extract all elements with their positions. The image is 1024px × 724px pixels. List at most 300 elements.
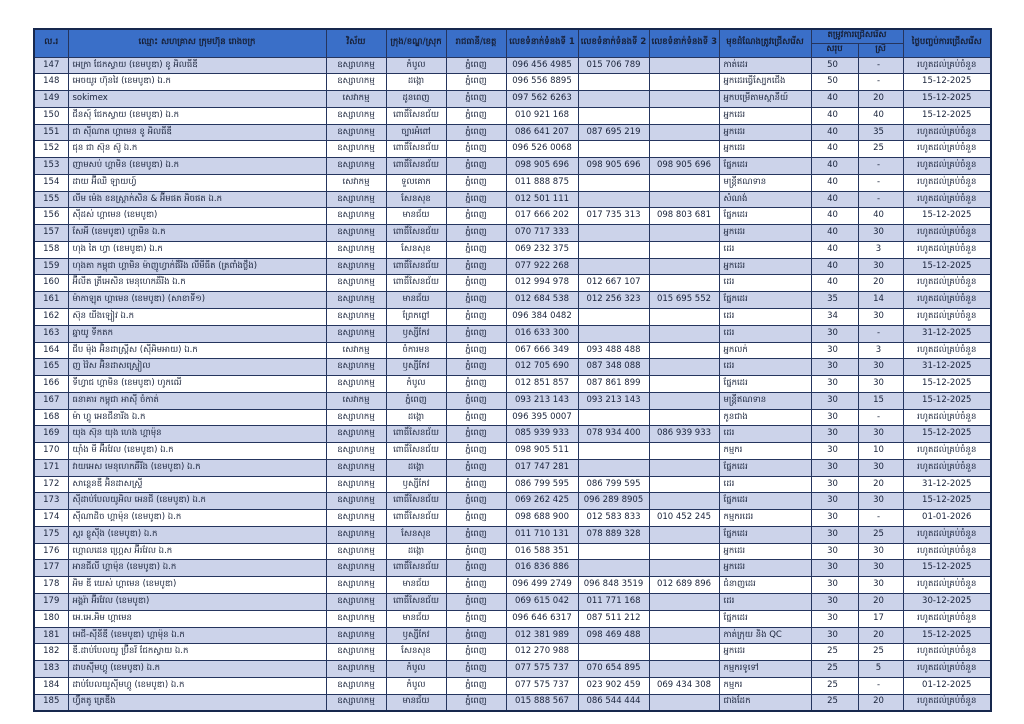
cell-district: ឫស្សីកែវ [386,325,446,342]
cell-total: 30 [811,560,858,577]
cell-no: 175 [34,526,68,543]
cell-tel2: 017 735 313 [578,208,649,225]
cell-sector: ឧស្សាហកម្ម [326,510,386,527]
cell-end: រហូតដល់គ្រប់ចំនួន [903,57,991,74]
cell-name: ស៊ីដាប់បែលយូអិល អេនជី (ខេមបូឌា) ឯ.ក [68,493,326,510]
cell-sector: ឧស្សាហកម្ម [326,208,386,225]
cell-position: អ្នកលក់ [719,342,811,359]
col-header-province: រាជធានី/ខេត្ត [446,29,506,57]
cell-name: លីម ម៉េង ខនស្ត្រាក់សិន & អ៊ីមផត អិចផត ឯ.ក [68,191,326,208]
table-row [34,409,991,426]
cell-sector: ឧស្សាហកម្ម [326,57,386,74]
cell-position: មន្ត្រីឥណទាន [719,174,811,191]
cell-total: 50 [811,74,858,91]
cell-position: អ្នកដេរ [719,141,811,158]
cell-province: ភ្នំពេញ [446,225,506,242]
table-row [34,191,991,208]
cell-name: អង្គរ៉ា អ៊ីរវែល (ខេមបូឌា) [68,594,326,611]
cell-position: អ្នកដេរ [719,124,811,141]
cell-position: អ្នកដេរ [719,258,811,275]
cell-tel1: 096 646 6317 [506,610,578,627]
cell-district: សែនសុខ [386,644,446,661]
cell-end: រហូតដល់គ្រប់ចំនួន [903,174,991,191]
cell-total: 25 [811,677,858,694]
cell-no: 160 [34,275,68,292]
cell-sector: ឧស្សាហកម្ម [326,225,386,242]
cell-name: ដាបស៊ីមហ្គូ (ខេមបូឌា) ឯ.ក [68,661,326,678]
cell-sector: ឧស្សាហកម្ម [326,543,386,560]
cell-district: ពោធិ៍សែនជ័យ [386,275,446,292]
cell-tel3 [649,526,719,543]
cell-district: ឫស្សីកែវ [386,476,446,493]
cell-tel3 [649,57,719,74]
cell-female: - [858,409,903,426]
cell-province: ភ្នំពេញ [446,694,506,711]
cell-position: អ្នកដេរធ្វើស្បែកជើង [719,74,811,91]
col-header-sector: វិស័យ [326,29,386,57]
cell-end: រហូតដល់គ្រប់ចំនួន [903,191,991,208]
col-header-total: សរុប [811,43,858,57]
col-header-tel3: លេខទំនាក់ទំនងទី 3 [649,29,719,57]
cell-total: 30 [811,526,858,543]
col-header-tel1: លេខទំនាក់ទំនងទី 1 [506,29,578,57]
cell-tel2: 078 889 328 [578,526,649,543]
cell-tel1: 096 499 2749 [506,577,578,594]
cell-sector: ឧស្សាហកម្ម [326,677,386,694]
cell-position: ផ្នែកដេរ [719,526,811,543]
cell-district: កំបូល [386,376,446,393]
cell-name: ម៉ាកាឡុត ហ្គាមេន (ខេមបូឌា) (សាខាទី១) [68,292,326,309]
cell-name: ហុងតា កម្ពុជា ហ្គាមិន ម៉ាញូហ្វាក់ផឺរិង លីមីធីត (ត្រពាំងថ្លឹង) [68,258,326,275]
cell-total: 30 [811,392,858,409]
cell-end: 15-12-2025 [903,208,991,225]
cell-name: ជីនសុ៍ ជែកស្វាយ (ខេមបូឌា) ឯ.ក [68,107,326,124]
cell-position: កូនជាង [719,409,811,426]
table-row [34,594,991,611]
cell-province: ភ្នំពេញ [446,543,506,560]
table-row [34,627,991,644]
cell-tel3 [649,560,719,577]
col-header-position: មុខដំណែងត្រូវជ្រើសរើស [719,29,811,57]
cell-position: ជំនាញដេរ [719,577,811,594]
cell-tel1: 017 666 202 [506,208,578,225]
cell-tel2: 012 667 107 [578,275,649,292]
cell-sector: ឧស្សាហកម្ម [326,476,386,493]
table-row [34,342,991,359]
table-row [34,208,991,225]
cell-tel2 [578,107,649,124]
cell-female: 30 [858,543,903,560]
cell-sector: ឧស្សាហកម្ម [326,560,386,577]
cell-position: កម្មករដេរ [719,510,811,527]
cell-position: ផ្នែកដេរ [719,292,811,309]
cell-district: ដូនពេញ [386,91,446,108]
cell-province: ភ្នំពេញ [446,208,506,225]
cell-tel3 [649,258,719,275]
cell-end: 15-12-2025 [903,560,991,577]
cell-district: ពោធិ៍សែនជ័យ [386,510,446,527]
cell-province: ភ្នំពេញ [446,292,506,309]
cell-tel1: 077 575 737 [506,677,578,694]
cell-sector: ឧស្សាហកម្ម [326,409,386,426]
cell-no: 171 [34,459,68,476]
cell-female: 20 [858,594,903,611]
cell-no: 166 [34,376,68,393]
cell-female: - [858,677,903,694]
cell-tel2 [578,74,649,91]
cell-end: រហូតដល់គ្រប់ចំនួន [903,610,991,627]
cell-no: 174 [34,510,68,527]
cell-tel2: 086 799 595 [578,476,649,493]
cell-total: 40 [811,225,858,242]
cell-position: សំណង់ [719,191,811,208]
table-row [34,644,991,661]
cell-end: រហូតដល់គ្រប់ចំនួន [903,543,991,560]
cell-female: 20 [858,275,903,292]
cell-sector: ឧស្សាហកម្ម [326,124,386,141]
cell-tel1: 011 710 131 [506,526,578,543]
cell-no: 157 [34,225,68,242]
table-row [34,376,991,393]
cell-position: កម្មករទូទៅ [719,661,811,678]
cell-tel3 [649,191,719,208]
cell-position: កម្មករ [719,443,811,460]
table-row [34,57,991,74]
cell-tel2 [578,409,649,426]
cell-end: 30-12-2025 [903,594,991,611]
cell-end: រហូតដល់គ្រប់ចំនួន [903,577,991,594]
cell-position: ដេរ [719,476,811,493]
cell-position: ផ្នែកដេរ [719,376,811,393]
cell-no: 161 [34,292,68,309]
cell-total: 35 [811,292,858,309]
cell-position: មន្ត្រីឥណទាន [719,392,811,409]
cell-no: 150 [34,107,68,124]
cell-total: 30 [811,342,858,359]
cell-name: ស៊ុន យីងឡៀវ ឯ.ក [68,308,326,325]
cell-sector: ឧស្សាហកម្ម [326,694,386,711]
cell-total: 34 [811,308,858,325]
cell-female: 25 [858,141,903,158]
cell-tel2: 098 469 488 [578,627,649,644]
cell-tel1: 012 994 978 [506,275,578,292]
cell-female: 10 [858,443,903,460]
cell-district: ពោធិ៍សែនជ័យ [386,225,446,242]
cell-province: ភ្នំពេញ [446,107,506,124]
recruitment-table [33,28,992,712]
cell-no: 153 [34,158,68,175]
cell-province: ភ្នំពេញ [446,560,506,577]
cell-province: ភ្នំពេញ [446,627,506,644]
table-row [34,292,991,309]
cell-no: 177 [34,560,68,577]
cell-province: ភ្នំពេញ [446,342,506,359]
cell-district: ចំការមន [386,342,446,359]
cell-tel1: 096 456 4985 [506,57,578,74]
cell-province: ភ្នំពេញ [446,426,506,443]
cell-tel1: 096 526 0068 [506,141,578,158]
cell-district: មានជ័យ [386,577,446,594]
cell-sector: សេវាកម្ម [326,342,386,359]
cell-name: ដាយ អ៊ីឈិ ឡាយហ្វ៍ [68,174,326,191]
cell-name: ស៊ីណាដិច ហ្គាម៉ុន (ខេមបូឌា) ឯ.ក [68,510,326,527]
cell-sector: សេវាកម្ម [326,174,386,191]
cell-sector: ឧស្សាហកម្ម [326,359,386,376]
cell-tel2 [578,91,649,108]
cell-province: ភ្នំពេញ [446,91,506,108]
cell-tel2 [578,241,649,258]
cell-district: ពោធិ៍សែនជ័យ [386,141,446,158]
col-header-name: ឈ្មោះ សហគ្រាស ក្រុមហ៊ុន រោងចក្រ [68,29,326,57]
cell-tel3: 010 452 245 [649,510,719,527]
cell-sector: ឧស្សាហកម្ម [326,644,386,661]
cell-total: 40 [811,91,858,108]
cell-sector: ឧស្សាហកម្ម [326,141,386,158]
cell-end: 15-12-2025 [903,392,991,409]
cell-sector: ឧស្សាហកម្ម [326,443,386,460]
cell-sector: ឧស្សាហកម្ម [326,459,386,476]
cell-tel3 [649,325,719,342]
cell-name: ស៊ីដស់ ហ្គាមេន (ខេមបូឌា) [68,208,326,225]
cell-name: អិម ឌី យេស់ ហ្គាមេន (ខេមបូឌា) [68,577,326,594]
cell-district: ពោធិ៍សែនជ័យ [386,594,446,611]
cell-tel3 [649,409,719,426]
cell-tel1: 012 684 538 [506,292,578,309]
cell-total: 30 [811,510,858,527]
cell-tel3: 012 689 896 [649,577,719,594]
table-row [34,426,991,443]
cell-total: 30 [811,325,858,342]
cell-name: យុង ស៊ុន យុង ហេង ហ្គាម៉ុន [68,426,326,443]
cell-female: 17 [858,610,903,627]
cell-district: ពោធិ៍សែនជ័យ [386,258,446,275]
cell-district: ពោធិ៍សែនជ័យ [386,560,446,577]
cell-end: 15-12-2025 [903,627,991,644]
cell-district: ឫស្សីកែវ [386,359,446,376]
cell-tel1: 012 501 111 [506,191,578,208]
cell-province: ភ្នំពេញ [446,158,506,175]
cell-total: 30 [811,610,858,627]
cell-total: 40 [811,107,858,124]
cell-total: 30 [811,627,858,644]
cell-position: ផ្នែកដេរ [719,208,811,225]
cell-no: 170 [34,443,68,460]
cell-female: 20 [858,476,903,493]
cell-tel1: 096 395 0007 [506,409,578,426]
table-header [34,29,991,57]
cell-no: 176 [34,543,68,560]
cell-name: វាយអេស មេនុហេកឆឺរីង (ខេមបូឌា) ឯ.ក [68,459,326,476]
cell-name: sokimex [68,91,326,108]
cell-no: 151 [34,124,68,141]
cell-tel1: 098 905 511 [506,443,578,460]
cell-tel3 [649,493,719,510]
cell-sector: ឧស្សាហកម្ម [326,258,386,275]
cell-tel2 [578,644,649,661]
cell-name: ហ្គោលដេន ហ្គ្រេស អ៊ីរវែល ឯ.ក [68,543,326,560]
cell-no: 168 [34,409,68,426]
cell-end: រហូតដល់គ្រប់ចំនួន [903,124,991,141]
cell-tel2: 093 488 488 [578,342,649,359]
cell-sector: ឧស្សាហកម្ម [326,610,386,627]
cell-tel1: 011 888 875 [506,174,578,191]
cell-tel3: 069 434 308 [649,677,719,694]
cell-name: អ៊ីលីត ត្រីអេសិន មេនុហេកឆឺរិង ឯ.ក [68,275,326,292]
cell-tel3 [649,610,719,627]
cell-tel3 [649,359,719,376]
cell-district: មានជ័យ [386,610,446,627]
cell-tel2 [578,141,649,158]
cell-sector: ឧស្សាហកម្ម [326,158,386,175]
table-row [34,275,991,292]
cell-tel2: 087 511 212 [578,610,649,627]
cell-province: ភ្នំពេញ [446,661,506,678]
cell-female: 3 [858,241,903,258]
cell-tel2: 087 861 899 [578,376,649,393]
cell-female: - [858,191,903,208]
cell-female: 20 [858,694,903,711]
cell-tel1: 069 232 375 [506,241,578,258]
cell-end: រហូតដល់គ្រប់ចំនួន [903,644,991,661]
cell-name: យ៉ាំង មី អ៊ីរវែល (ខេមបូឌា) ឯ.ក [68,443,326,460]
cell-province: ភ្នំពេញ [446,359,506,376]
cell-name: អេជី-ស៊ីនីឌី (ខេមបូឌា) ហ្គាម៉ុន ឯ.ក [68,627,326,644]
cell-province: ភ្នំពេញ [446,443,506,460]
cell-tel2: 096 848 3519 [578,577,649,594]
cell-sector: ឧស្សាហកម្ម [326,275,386,292]
col-header-need-group: តម្រូវការជ្រើសរើស [811,29,903,43]
cell-end: រហូតដល់គ្រប់ចំនួន [903,141,991,158]
cell-tel2: 086 544 444 [578,694,649,711]
cell-end: រហូតដល់គ្រប់ចំនួន [903,158,991,175]
cell-tel3 [649,141,719,158]
cell-end: រហូតដល់គ្រប់ចំនួន [903,308,991,325]
cell-tel1: 085 939 933 [506,426,578,443]
cell-province: ភ្នំពេញ [446,392,506,409]
cell-province: ភ្នំពេញ [446,191,506,208]
cell-tel3 [649,594,719,611]
cell-female: - [858,510,903,527]
cell-female: 30 [858,258,903,275]
cell-name: ហ្វ៊ីតតូ ត្រេឌីង [68,694,326,711]
cell-position: ដេរ [719,241,811,258]
cell-province: ភ្នំពេញ [446,241,506,258]
cell-total: 50 [811,57,858,74]
cell-sector: ឧស្សាហកម្ម [326,426,386,443]
cell-position: ផ្នែកដេរ [719,158,811,175]
col-header-end-date: ថ្ងៃបញ្ចប់ការជ្រើសរើស [903,29,991,57]
cell-province: ភ្នំពេញ [446,510,506,527]
table-row [34,107,991,124]
cell-province: ភ្នំពេញ [446,308,506,325]
table-row [34,258,991,275]
cell-total: 25 [811,694,858,711]
cell-female: 30 [858,426,903,443]
cell-tel1: 012 851 857 [506,376,578,393]
cell-tel3: 015 695 552 [649,292,719,309]
cell-female: - [858,57,903,74]
cell-name: ឌី.ដាប់បែលយូ ប្រ៊ីនវ៍ ជែកស្វាយ ឯ.ក [68,644,326,661]
cell-province: ភ្នំពេញ [446,124,506,141]
col-header-tel2: លេខទំនាក់ទំនងទី 2 [578,29,649,57]
cell-tel2: 087 695 219 [578,124,649,141]
cell-no: 172 [34,476,68,493]
cell-tel1: 098 905 696 [506,158,578,175]
cell-position: ដេរ [719,308,811,325]
table-row [34,124,991,141]
cell-tel1: 069 615 042 [506,594,578,611]
cell-province: ភ្នំពេញ [446,610,506,627]
cell-tel1: 086 641 207 [506,124,578,141]
cell-tel3: 086 939 933 [649,426,719,443]
cell-tel1: 016 633 300 [506,325,578,342]
cell-tel3 [649,275,719,292]
table-row [34,174,991,191]
cell-no: 178 [34,577,68,594]
cell-position: ផ្នែកដេរ [719,610,811,627]
cell-name: សាន្តេនឌឺ អ៊ិនដាសស្ទ្រី [68,476,326,493]
table-row [34,308,991,325]
cell-tel2: 087 348 088 [578,359,649,376]
cell-total: 30 [811,543,858,560]
cell-district: ដង្កោ [386,74,446,91]
cell-position: ដេរ [719,275,811,292]
cell-tel3: 098 905 696 [649,158,719,175]
cell-end: 15-12-2025 [903,258,991,275]
cell-no: 147 [34,57,68,74]
cell-total: 30 [811,443,858,460]
cell-sector: ឧស្សាហកម្ម [326,241,386,258]
cell-province: ភ្នំពេញ [446,493,506,510]
cell-province: ភ្នំពេញ [446,476,506,493]
cell-end: 31-12-2025 [903,476,991,493]
cell-female: 20 [858,91,903,108]
cell-tel3 [649,627,719,644]
cell-no: 180 [34,610,68,627]
cell-district: សែនសុខ [386,526,446,543]
cell-tel3 [649,376,719,393]
cell-province: ភ្នំពេញ [446,459,506,476]
cell-tel1: 070 717 333 [506,225,578,242]
cell-tel3 [649,392,719,409]
cell-province: ភ្នំពេញ [446,409,506,426]
cell-end: រហូតដល់គ្រប់ចំនួន [903,526,991,543]
cell-sector: ឧស្សាហកម្ម [326,292,386,309]
cell-no: 149 [34,91,68,108]
table-row [34,392,991,409]
cell-female: 40 [858,208,903,225]
cell-female: 15 [858,392,903,409]
cell-tel3 [649,225,719,242]
cell-no: 148 [34,74,68,91]
table-row [34,510,991,527]
cell-position: អ្នកដេរ [719,543,811,560]
cell-no: 185 [34,694,68,711]
cell-no: 183 [34,661,68,678]
table-row [34,543,991,560]
cell-tel2: 098 905 696 [578,158,649,175]
cell-tel1: 077 922 268 [506,258,578,275]
cell-position: កាត់ក្រុយ និង QC [719,627,811,644]
cell-female: 35 [858,124,903,141]
cell-no: 154 [34,174,68,191]
cell-end: 15-12-2025 [903,74,991,91]
table-row [34,476,991,493]
cell-district: ពោធិ៍សែនជ័យ [386,158,446,175]
cell-district: ដង្កោ [386,409,446,426]
cell-province: ភ្នំពេញ [446,258,506,275]
table-row [34,694,991,711]
